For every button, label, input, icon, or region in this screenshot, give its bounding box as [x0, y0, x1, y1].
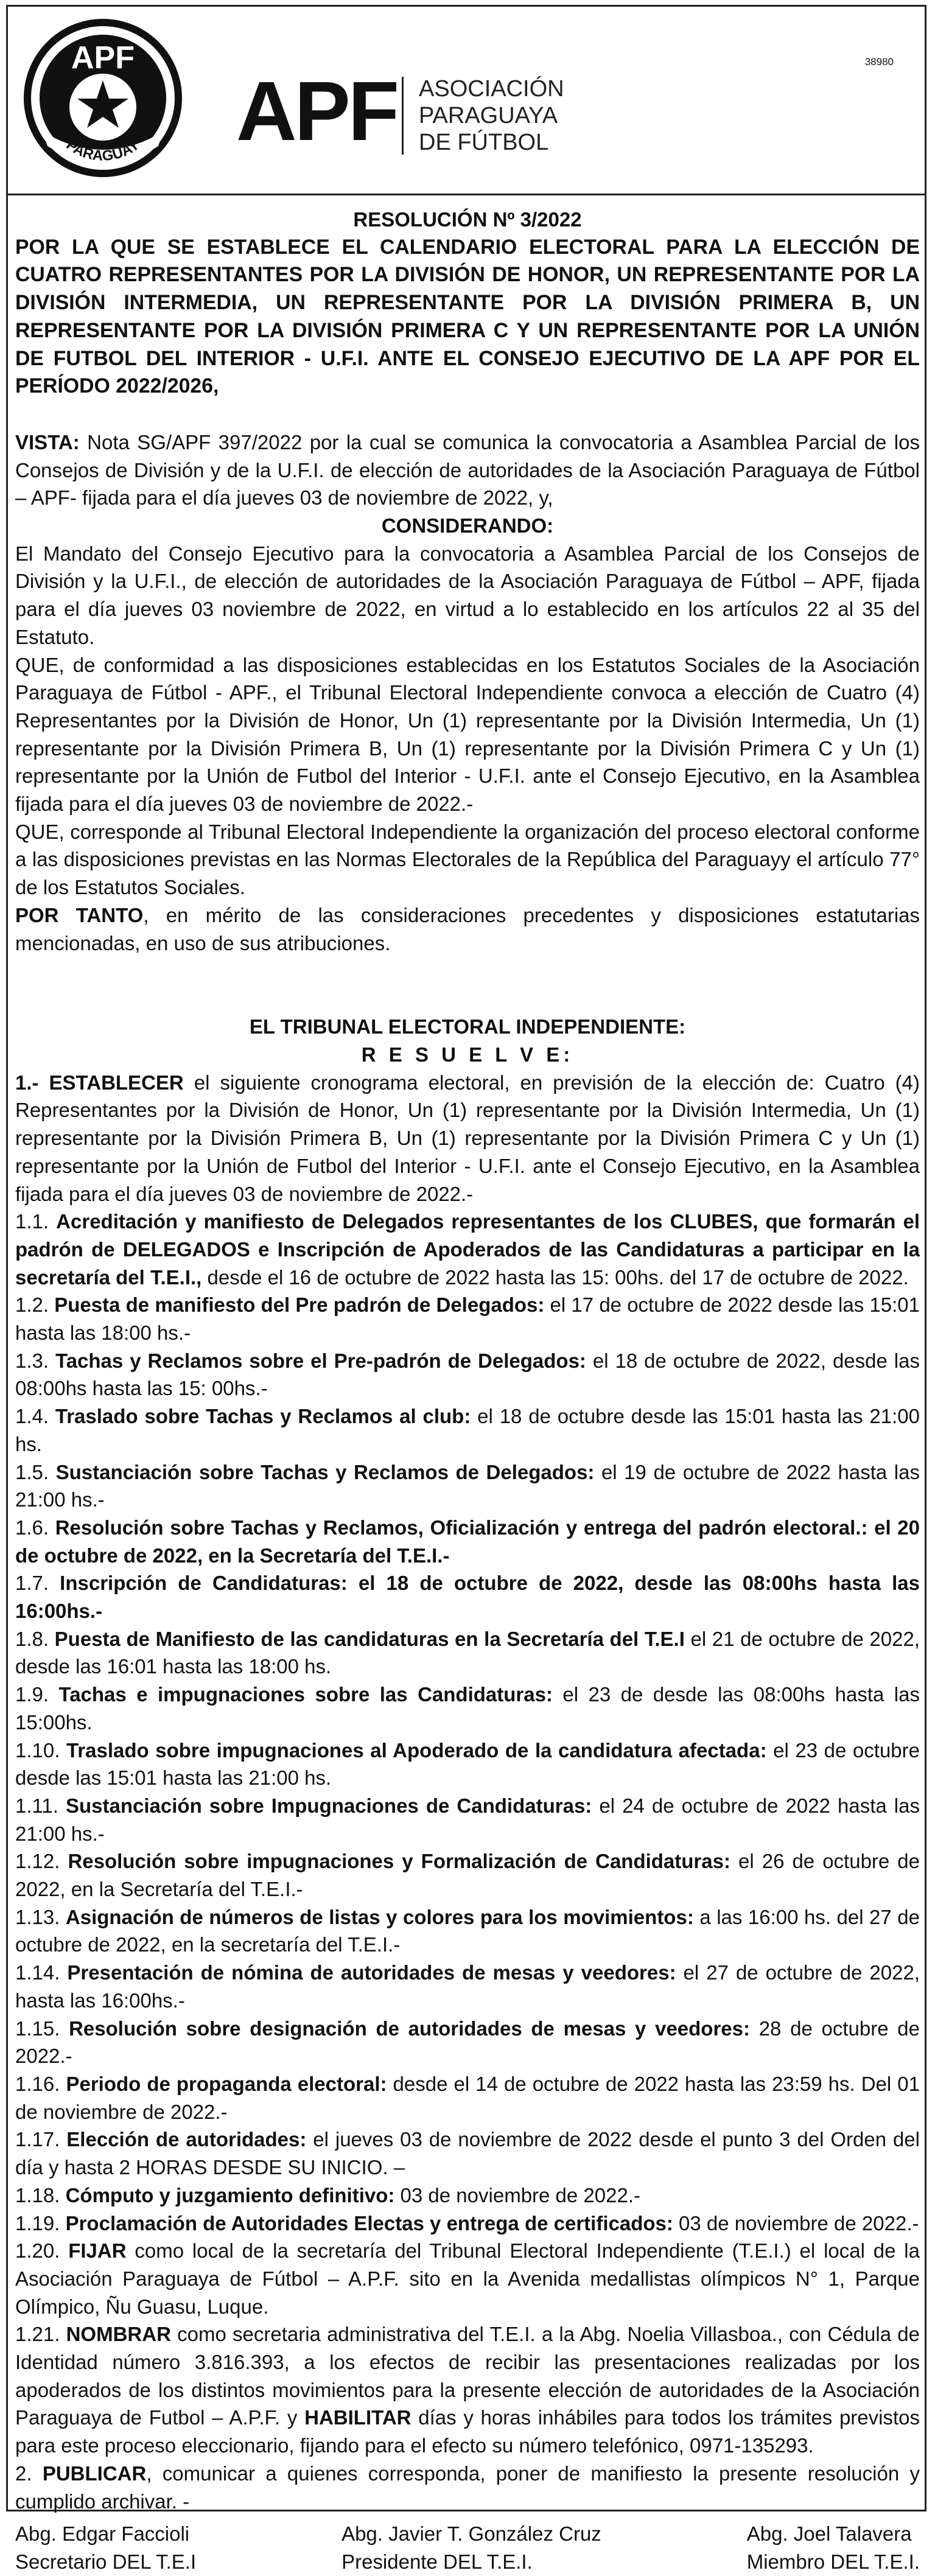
item-text: 1.17.: [15, 2128, 67, 2151]
item-text: 1.20.: [15, 2239, 69, 2263]
signatory-role: Miembro DEL T.E.I.: [746, 2550, 920, 2574]
item-text: 1.3.: [15, 1349, 55, 1372]
logo-divider: [402, 77, 404, 155]
item-text: 03 de noviembre de 2022.-: [673, 2211, 919, 2235]
signatory: [747, 2520, 920, 2576]
item-text: 1.5.: [15, 1460, 56, 1483]
item-text: el 18 de octubre de 2022, desde las 08:00hs hasta las 15: 00hs.-: [15, 1349, 920, 1400]
item-bold-text: Tachas e impugnaciones sobre las Candidaturas:: [58, 1683, 553, 1706]
resolution-item: [15, 1514, 920, 1569]
svg-text:APF: APF: [71, 40, 135, 75]
resolution-item: [15, 1681, 920, 1736]
resolution-item: [15, 1903, 920, 1959]
item-text: 03 de noviembre de 2022.-: [394, 2183, 640, 2207]
item-bold-text: Traslado sobre impugnaciones al Apoderado de la candidatura afectada:: [66, 1738, 767, 1762]
item-text: 1.6.: [15, 1516, 55, 1539]
item-text: el 27 de octubre de 2022, hasta las 16:00hs.-: [15, 1961, 920, 2012]
item-text: 1.11.: [15, 1794, 66, 1817]
item-text: días y horas inhábiles para todos los trámites previstos para este proceso eleccionario, fijando para el efecto su número telefónico, 0971-135293.: [15, 2406, 920, 2457]
considerando-paragraph: QUE, corresponde al Tribunal Electoral Independiente la organización del proceso electoral conforme a las disposiciones previstas en las Normas Electorales de la República del Paraguayy el artículo 77° de los Estatutos Sociales.: [15, 820, 920, 899]
resolution-body: [15, 196, 920, 2576]
item-text: desde el 14 de octubre de 2022 hasta las 23:59 hs. Del 01 de noviembre de 2022.-: [15, 2073, 920, 2123]
resolution-item: [15, 1737, 920, 1792]
item-text: el 23 de octubre desde las 15:01 hasta las 21:00 hs.: [15, 1738, 920, 1790]
resolution-item: [15, 2015, 920, 2070]
item-bold-text: Resolución sobre designación de autoridades de mesas y veedores:: [69, 2017, 750, 2040]
signatory: [341, 2520, 601, 2576]
resolution-item: [15, 1847, 920, 1903]
item-bold-text: Sustanciación sobre Tachas y Reclamos de Delegados:: [55, 1460, 595, 1483]
org-name-line: PARAGUAYA: [419, 103, 558, 128]
item-text: el 21 de octubre de 2022, desde las 16:01 hasta las 18:00 hs.: [15, 1627, 920, 1678]
resolution-items: [15, 1069, 920, 2516]
item-bold-text: Proclamación de Autoridades Electas y entrega de certificados:: [65, 2211, 673, 2235]
item-text: el 23 de desde las 08:00hs hasta las 15:00hs.: [15, 1683, 920, 1734]
signatory-name: Abg. Joel Talavera: [746, 2522, 912, 2546]
item-bold-text: Acreditación y manifiesto de Delegados representantes de los CLUBES, que formarán el padrón de DELEGADOS e Inscripción de Apoderados de las Candidaturas a participar en la secretaría del T.E.I.,: [15, 1210, 920, 1289]
resolution-item: [15, 1069, 920, 1208]
item-bold-text: Sustanciación sobre Impugnaciones de Candidaturas:: [66, 1794, 592, 1817]
seal-band-text: PARAGUAY: [63, 136, 143, 165]
item-bold-text: Periodo de propaganda electoral:: [66, 2073, 387, 2095]
item-text: 1.19.: [15, 2211, 66, 2235]
signatory-name: Abg. Edgar Faccioli: [15, 2522, 190, 2546]
item-text: a las 16:00 hs. del 27 de octubre de 2022, en la secretaría del T.E.I.-: [15, 1905, 920, 1956]
item-text: el 18 de octubre desde las 15:01 hasta las 21:00 hs.: [15, 1405, 920, 1455]
resolution-item: [15, 1208, 920, 1291]
resolution-item: [15, 1291, 920, 1346]
item-text: el 19 de octubre de 2022 hasta las 21:00 hs.-: [15, 1460, 920, 1511]
vista-label: VISTA:: [15, 430, 80, 453]
item-text: 1.7.: [15, 1572, 60, 1595]
resolution-item: [15, 2182, 920, 2210]
logo-wordmark: APF: [236, 65, 397, 158]
considerando-paragraph: QUE, de conformidad a las disposiciones establecidas en los Estatutos Sociales de la Asociación Paraguaya de Fútbol - APF., el Tribunal Electoral Independiente convoca a elección de Cuatro (4) Representantes por la División de Honor, Un (1) representante por la División Intermedia, Un (1) representante por la División Primera B, Un (1) representante por la División Primera C y Un (1) representante por la Unión de Futbol del Interior - U.F.I. ante el Consejo Ejecutivo, en la Asamblea fijada para el día jueves 03 de noviembre de 2022.-: [15, 653, 920, 816]
item-bold-text: NOMBRAR: [66, 2323, 171, 2346]
resolution-item: [15, 2460, 920, 2515]
item-bold-text: PUBLICAR: [42, 2462, 147, 2485]
item-bold-text: 1.- ESTABLECER: [15, 1071, 184, 1094]
item-bold-text: Resolución sobre impugnaciones y Formalización de Candidaturas:: [68, 1850, 730, 1873]
vista-text: Nota SG/APF 397/2022 por la cual se comunica la convocatoria a Asamblea Parcial de los Consejos de División y de la U.F.I. de elección de autoridades de la Asociación Paraguaya de Fútbol – APF- fijada para el día jueves 03 de noviembre de 2022, y,: [15, 430, 920, 509]
signatory-name: Abg. Javier T. González Cruz: [341, 2522, 601, 2546]
signatory: [15, 2520, 196, 2576]
item-text: 1.1.: [15, 1210, 57, 1233]
item-text: 1.18.: [15, 2183, 66, 2207]
portanto-paragraph: [15, 901, 920, 957]
resolution-item: [15, 1402, 920, 1458]
considerando-heading: CONSIDERANDO:: [381, 514, 554, 537]
item-bold-text: Tachas y Reclamos sobre el Pre-padrón de Delegados:: [55, 1349, 586, 1372]
item-bold-text: Puesta de manifiesto del Pre padrón de Delegados:: [54, 1293, 545, 1317]
tribunal-heading: EL TRIBUNAL ELECTORAL INDEPENDIENTE:: [249, 1015, 686, 1038]
item-text: 1.14.: [15, 1961, 68, 1984]
resolution-item: [15, 2210, 920, 2238]
resolution-item: [15, 1792, 920, 1847]
item-text: el 17 de octubre de 2022 desde las 15:01 hasta las 18:00 hs.-: [15, 1293, 920, 1345]
resolution-item: [15, 1569, 920, 1625]
resuelve-heading: R E S U E L V E:: [361, 1043, 574, 1066]
item-text: 1.2.: [15, 1293, 55, 1317]
item-text: como local de la secretaría del Tribunal Electoral Independiente (T.E.I.) el local de la Asociación Paraguaya de Fútbol – A.P.F. sito en la Avenida medallistas olímpicos N° 1, Parque Olímpico, Ñu Guasu, Luque.: [15, 2239, 920, 2318]
org-name: [419, 75, 564, 156]
resolution-item: [15, 1625, 920, 1681]
item-text: 1.15.: [15, 2017, 69, 2040]
item-bold-text: Presentación de nómina de autoridades de mesas y veedores:: [67, 1961, 676, 1984]
org-name-line: ASOCIACIÓN: [419, 76, 564, 102]
portanto-label: POR TANTO: [15, 903, 144, 926]
portanto-text: , en mérito de las consideraciones precedentes y disposiciones estatutarias mencionadas, en uso de sus atribuciones.: [15, 903, 920, 954]
resolution-item: [15, 2320, 920, 2460]
item-bold-text: FIJAR: [68, 2239, 127, 2263]
item-text: desde el 16 de octubre de 2022 hasta las 15: 00hs. del 17 de octubre de 2022.: [201, 1265, 909, 1289]
resolution-headline: POR LA QUE SE ESTABLECE EL CALENDARIO ELECTORAL PARA LA ELECCIÓN DE CUATRO REPRESENTANTES POR LA DIVISIÓN DE HONOR, UN REPRESENTANTE POR LA DIVISIÓN INTERMEDIA, UN REPRESENTANTE POR LA DIVISIÓN PRIMERA B, UN REPRESENTANTE POR LA DIVISIÓN PRIMERA C Y UN REPRESENTANTE POR LA UNIÓN DE FUTBOL DEL INTERIOR - U.F.I. ANTE EL CONSEJO EJECUTIVO DE LA APF POR EL PERÍODO 2022/2026,: [15, 235, 920, 398]
item-text: el siguiente cronograma electoral, en previsión de la elección de: Cuatro (4) Representantes por la División de Honor, Un (1) representante por la División Intermedia, Un (1) representante por la División Primera B, Un (1) representante por la División Primera C y Un (1) representante por la Unión de Futbol del Interior - U.F.I. ante el Consejo Ejecutivo, en la Asamblea fijada para el día jueves 03 de noviembre de 2022.-: [15, 1071, 920, 1205]
item-text: el 26 de octubre de 2022, en la Secretaría del T.E.I.-: [15, 1850, 920, 1901]
item-text: 1.8.: [15, 1627, 55, 1650]
item-text: 1.21.: [15, 2323, 66, 2346]
item-text: , comunicar a quienes corresponda, poner de manifiesto la presente resolución y cumplido archivar. -: [15, 2462, 920, 2513]
item-text: 1.10.: [15, 1738, 66, 1762]
resolution-item: [15, 1347, 920, 1402]
resolution-item: [15, 2070, 920, 2126]
item-bold-text: HABILITAR: [304, 2406, 411, 2429]
item-text: 1.13.: [15, 1905, 66, 1928]
item-text: 1.16.: [15, 2073, 66, 2095]
signatory-role: Presidente DEL T.E.I.: [341, 2550, 533, 2574]
item-text: 2.: [15, 2462, 43, 2485]
signatory-role: Secretario DEL T.E.I: [15, 2550, 197, 2574]
item-bold-text: Elección de autoridades:: [66, 2128, 307, 2151]
item-bold-text: Inscripción de Candidaturas: el 18 de octubre de 2022, desde las 08:00hs hasta las 16:00hs.-: [15, 1572, 920, 1623]
item-bold-text: Resolución sobre Tachas y Reclamos, Oficialización y entrega del padrón electoral.: el 20 de octubre de 2022, en la Secretaría del T.E.I.-: [15, 1516, 920, 1567]
vista-paragraph: [15, 429, 920, 512]
item-bold-text: Puesta de Manifiesto de las candidaturas en la Secretaría del T.E.I: [54, 1627, 685, 1650]
considerando-paragraph: El Mandato del Consejo Ejecutivo para la convocatoria a Asamblea Parcial de los Consejos de División y la U.F.I., de elección de autoridades de la Asociación Paraguaya de Fútbol – APF, fijada para el día jueves 03 noviembre de 2022, en virtud a lo establecido en los artículos 22 al 35 del Estatuto.: [15, 542, 920, 648]
item-bold-text: Asignación de números de listas y colores para los movimientos:: [65, 1905, 694, 1928]
apf-seal-logo: [21, 16, 185, 180]
item-text: 1.4.: [15, 1405, 55, 1428]
item-text: como secretaria administrativa del T.E.I. a la Abg. Noelia Villasboa., con Cédula de Identidad número 3.816.393, a los efectos de recibir las presentaciones realizadas por los apoderados de los distintos movimientos para la presente elección de autoridades de la Asociación Paraguaya de Futbol – A.P.F. y: [15, 2323, 920, 2429]
item-bold-text: Cómputo y juzgamiento definitivo:: [65, 2183, 395, 2207]
item-text: 28 de octubre de 2022.-: [15, 2017, 920, 2068]
item-text: 1.9.: [15, 1683, 59, 1706]
signatures: [15, 2520, 920, 2576]
item-bold-text: Traslado sobre Tachas y Reclamos al club:: [55, 1405, 471, 1428]
resolution-item: [15, 1458, 920, 1514]
resolution-title: RESOLUCIÓN Nº 3/2022: [353, 208, 582, 231]
org-name-line: DE FÚTBOL: [419, 130, 549, 155]
item-text: el jueves 03 de noviembre de 2022 desde el punto 3 del Orden del día y hasta 2 HORAS DESDE SU INICIO. –: [15, 2128, 920, 2179]
item-text: el 24 de octubre de 2022 hasta las 21:00 hs.-: [15, 1794, 920, 1845]
resolution-item: [15, 1959, 920, 2014]
header: [17, 12, 918, 195]
document-number: 38980: [864, 56, 894, 68]
resolution-item: [15, 2237, 920, 2320]
resolution-item: [15, 2126, 920, 2181]
header-rule: [6, 194, 926, 195]
item-text: 1.12.: [15, 1850, 68, 1873]
